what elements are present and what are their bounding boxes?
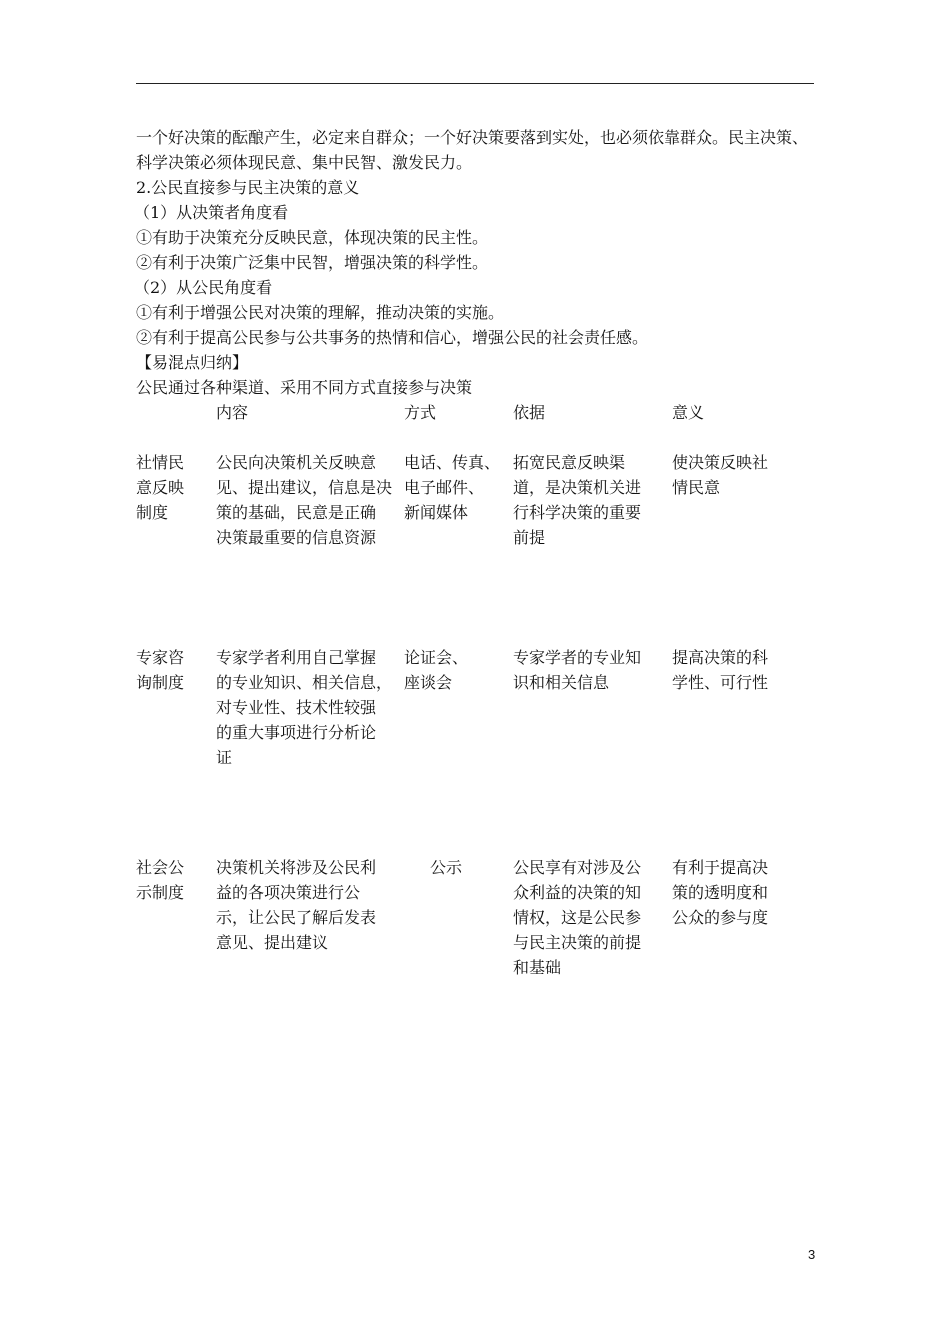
- list-item: ①有助于决策充分反映民意，体现决策的民主性。: [136, 228, 489, 247]
- row-significance: 使决策反映社 情民意: [672, 453, 769, 497]
- page-number: 3: [808, 1247, 816, 1262]
- row-method: 公示: [430, 858, 463, 877]
- row-name: 社会公 示制度: [136, 858, 185, 902]
- header-basis: 依据: [513, 403, 546, 422]
- subheading-decision-maker: （1）从决策者角度看: [134, 203, 289, 222]
- row-name: 社情民 意反映 制度: [136, 453, 185, 522]
- list-item: ②有利于提高公民参与公共事务的热情和信心，增强公民的社会责任感。: [136, 328, 649, 347]
- row-content: 公民向决策机关反映意 见、提出建议，信息是决 策的基础，民意是正确 决策最重要的信息资源: [216, 453, 393, 547]
- subheading-citizen: （2）从公民角度看: [134, 278, 273, 297]
- row-basis: 公民享有对涉及公 众利益的决策的知 情权，这是公民参 与民主决策的前提 和基础: [513, 858, 642, 977]
- row-significance: 提高决策的科 学性、可行性: [672, 648, 769, 692]
- list-item: ②有利于决策广泛集中民智，增强决策的科学性。: [136, 253, 489, 272]
- row-method: 论证会、 座谈会: [404, 648, 469, 692]
- intro-line-2: 科学决策必须体现民意、集中民智、激发民力。: [136, 153, 473, 172]
- intro-line-1: 一个好决策的酝酿产生，必定来自群众；一个好决策要落到实处，也必须依靠群众。民主决策、: [136, 128, 809, 147]
- summary-tag: 【易混点归纳】: [136, 353, 249, 372]
- table-caption: 公民通过各种渠道、采用不同方式直接参与决策: [136, 378, 473, 397]
- section-heading: 2.公民直接参与民主决策的意义: [136, 178, 360, 197]
- row-method: 电话、传真、 电子邮件、 新闻媒体: [404, 453, 501, 522]
- row-content: 决策机关将涉及公民利 益的各项决策进行公 示，让公民了解后发表 意见、提出建议: [216, 858, 377, 952]
- header-rule: [136, 83, 814, 84]
- row-significance: 有利于提高决 策的透明度和 公众的参与度: [672, 858, 769, 927]
- row-basis: 拓宽民意反映渠 道，是决策机关进 行科学决策的重要 前提: [513, 453, 642, 547]
- header-significance: 意义: [672, 403, 705, 422]
- row-basis: 专家学者的专业知 识和相关信息: [513, 648, 642, 692]
- list-item: ①有利于增强公民对决策的理解，推动决策的实施。: [136, 303, 505, 322]
- row-content: 专家学者利用自己掌握 的专业知识、相关信息， 对专业性、技术性较强 的重大事项进行分析论 证: [216, 648, 393, 767]
- header-method: 方式: [404, 403, 437, 422]
- header-content: 内容: [216, 403, 249, 422]
- row-name: 专家咨 询制度: [136, 648, 185, 692]
